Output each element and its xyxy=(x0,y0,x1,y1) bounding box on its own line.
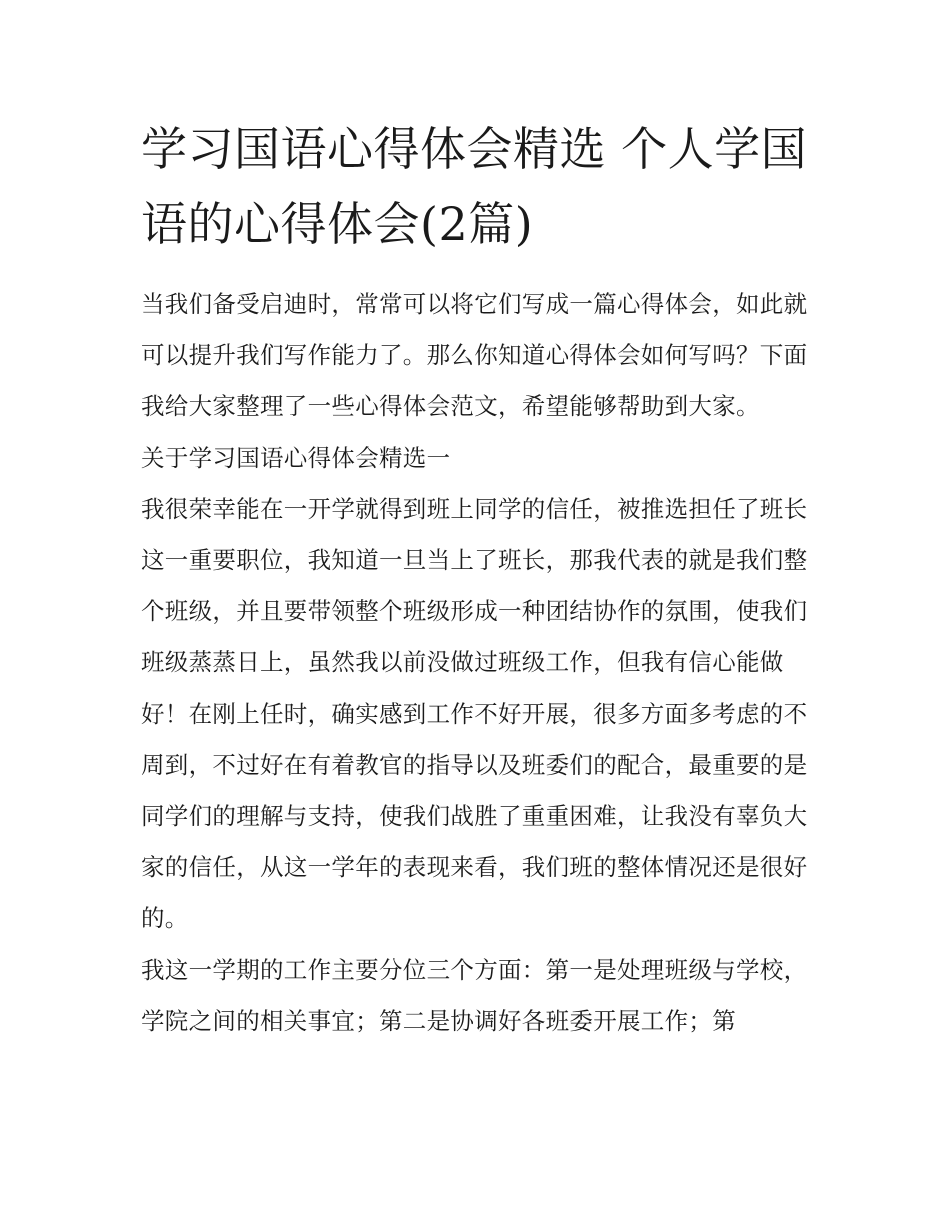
document-body xyxy=(141,279,813,1047)
document-title: 学习国语心得体会精选 个人学国语的心得体会(2篇) xyxy=(141,122,808,251)
intro-paragraph: 当我们备受启迪时，常常可以将它们写成一篇心得体会，如此就可以提升我们写作能力了。那么你知道心得体会如何写吗？下面我给大家整理了一些心得体会范文，希望能够帮助到大家。 xyxy=(141,290,808,421)
body-paragraph: 我很荣幸能在一开学就得到班上同学的信任，被推选担任了班长这一重要职位，我知道一旦当上了班长，那我代表的就是我们整个班级，并且要带领整个班级形成一种团结协作的氛围，使我们班级蒸蒸日上，虽然我以前没做过班级工作，但我有信心能做好！在刚上任时，确实感到工作不好开展，很多方面多考虑的不周到，不过好在有着教官的指导以及班委们的配合，最重要的是同学们的理解与支持，使我们战胜了重重困难，让我没有辜负大家的信任，从这一学年的表现来看，我们班的整体情况还是很好的。 xyxy=(141,494,808,933)
body-paragraph: 我这一学期的工作主要分位三个方面：第一是处理班级与学校，学院之间的相关事宜；第二是协调好各班委开展工作；第 xyxy=(141,955,808,1035)
document-page xyxy=(141,112,813,1047)
section-heading: 关于学习国语心得体会精选一 xyxy=(141,443,451,472)
